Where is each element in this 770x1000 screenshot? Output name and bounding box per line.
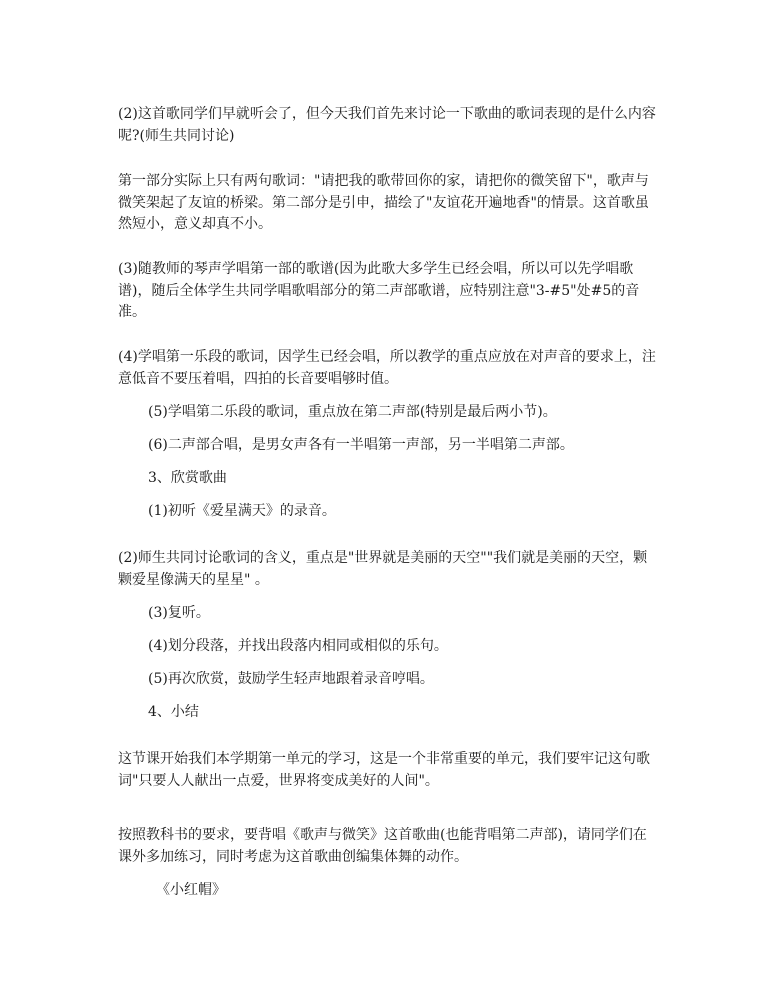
- paragraph-listen-again: (3)复听。: [148, 605, 210, 621]
- paragraph-divide-sections: (4)划分段落，并找出段落内相同或相似的乐句。: [148, 638, 448, 654]
- heading-appreciate-song: 3、欣赏歌曲: [148, 470, 227, 486]
- paragraph-lyrics-analysis: 第一部分实际上只有两句歌词："请把我的歌带回你的家，请把你的微笑留下"，歌声与微笑架起了友谊的桥梁。第二部分是引申，描绘了"友谊花开遍地香"的情景。这首歌虽然短小，意义却真不小。: [118, 173, 649, 232]
- paragraph-two-part-chorus: (6)二声部合唱，是男女声各有一半唱第一声部，另一半唱第二声部。: [148, 437, 574, 453]
- paragraph-homework: 按照教科书的要求，要背唱《歌声与微笑》这首歌曲(也能背唱第二声部)，请同学们在课外多加练习，同时考虑为这首歌曲创编集体舞的动作。: [118, 827, 647, 865]
- paragraph-learn-score: (3)随教师的琴声学唱第一部的歌谱(因为此歌大多学生已经会唱，所以可以先学唱歌谱)，随后全体学生共同学唱歌唱部分的第二声部歌谱，应特别注意"3-#5"处#5的音准。: [118, 261, 640, 320]
- paragraph-discussion-question: (2)这首歌同学们早就听会了，但今天我们首先来讨论一下歌曲的歌词表现的是什么内容呢?(师生共同讨论): [118, 106, 656, 144]
- paragraph-discuss-meaning: (2)师生共同讨论歌词的含义，重点是"世界就是美丽的天空""我们就是美丽的天空，颗颗爱星像满天的星星" 。: [118, 550, 648, 588]
- paragraph-summary-text: 这节课开始我们本学期第一单元的学习，这是一个非常重要的单元，我们要牢记这句歌词"只要人人献出一点爱，世界将变成美好的人间"。: [118, 751, 650, 789]
- paragraph-hum-along: (5)再次欣赏，鼓励学生轻声地跟着录音哼唱。: [148, 671, 434, 687]
- paragraph-learn-second-section: (5)学唱第二乐段的歌词，重点放在第二声部(特别是最后两小节)。: [148, 404, 557, 420]
- heading-summary: 4、小结: [148, 704, 199, 720]
- paragraph-first-listen: (1)初听《爱星满天》的录音。: [148, 503, 336, 519]
- heading-next-song: 《小红帽》: [156, 882, 226, 898]
- paragraph-learn-first-section: (4)学唱第一乐段的歌词，因学生已经会唱，所以教学的重点应放在对声音的要求上，注意低音不要压着唱，四拍的长音要唱够时值。: [118, 349, 656, 387]
